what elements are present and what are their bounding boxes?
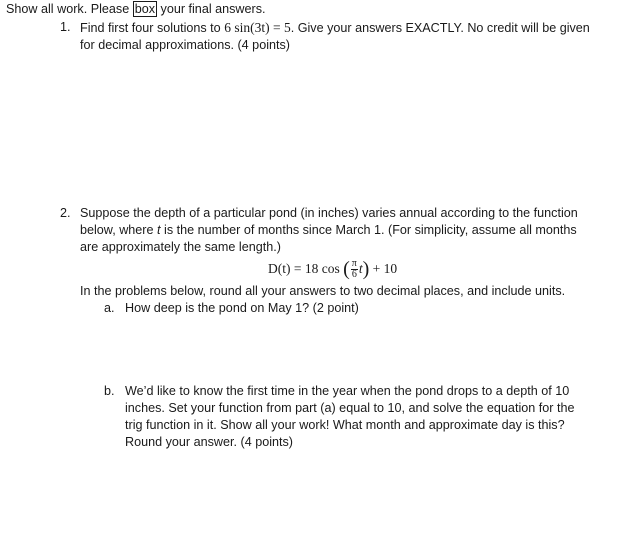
q2-line2-text-end: is the number of months since March 1. (For simplicity, assume all months (164, 223, 577, 237)
boxed-word: box (134, 2, 156, 16)
q2-line2 (80, 222, 577, 239)
q2-line3: are approximately the same length.) (80, 240, 281, 254)
part-b-label: b. (104, 384, 115, 398)
right-paren: ) (362, 257, 370, 280)
q1-line1 (80, 19, 590, 37)
q1-equation: 6 sin(3t) = 5 (224, 20, 291, 35)
q1-number: 1. (60, 20, 71, 34)
q2-number: 2. (60, 206, 71, 220)
left-paren: ( (343, 257, 350, 280)
part-a-text: How deep is the pond on May 1? (2 point) (125, 301, 359, 315)
depth-formula (268, 258, 397, 281)
fraction-numerator: π (351, 258, 357, 270)
header-text: Show all work. Please (6, 2, 130, 16)
formula-variable: t (358, 261, 363, 276)
fraction (351, 259, 358, 280)
part-b-line1: We’d like to know the first time in the year when the pond drops to a depth of 10 (125, 384, 570, 398)
q2-line1: Suppose the depth of a particular pond (in inches) varies annual according to the function (80, 206, 578, 220)
part-b-line4: Round your answer. (4 points) (125, 435, 294, 449)
q1-text: Find first four solutions to (80, 21, 221, 35)
part-b-line3: trig function in it. Show all your work! What month and approximate day is this? (125, 418, 565, 432)
fraction-denominator: 6 (351, 269, 357, 281)
q1-line2: for decimal approximations. (4 points) (80, 38, 290, 52)
q2-variable-t: t (157, 223, 161, 237)
formula-lhs: D(t) = 18 cos (268, 261, 340, 276)
header-text-end: your final answers. (160, 2, 266, 16)
formula-rhs: + 10 (372, 261, 398, 276)
q2-line2-text: below, where (80, 223, 154, 237)
q1-text-after: . Give your answers EXACTLY. No credit will be given (290, 21, 590, 35)
instructions-header (6, 1, 266, 18)
q2-instructions: In the problems below, round all your answers to two decimal places, and include units. (80, 284, 566, 298)
part-b-line2: inches. Set your function from part (a) equal to 10, and solve the equation for the (125, 401, 575, 415)
part-a-label: a. (104, 301, 115, 315)
